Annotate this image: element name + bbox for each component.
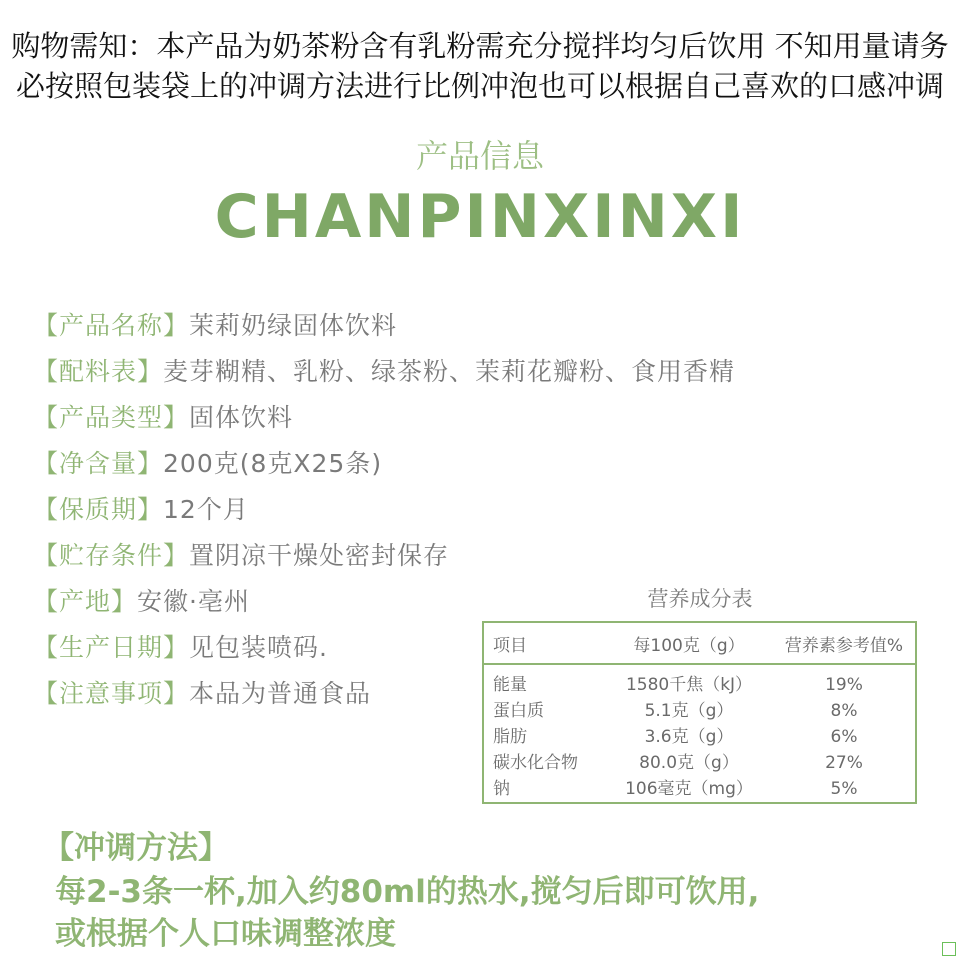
nutrient-name: 蛋白质 <box>493 701 544 721</box>
info-row-product-type <box>33 398 293 438</box>
info-value: 安徽·亳州 <box>137 587 250 616</box>
purchase-notice: 购物需知：本产品为奶茶粉含有乳粉需充分搅拌均匀后饮用 不知用量请务必按照包装袋上的冲调方法进行比例冲泡也可以根据自己喜欢的口感冲调 <box>11 29 949 103</box>
nutrient-nrv: 8% <box>830 701 858 721</box>
info-value: 茉莉奶绿固体饮料 <box>189 311 398 340</box>
nutrient-nrv: 6% <box>830 727 858 747</box>
nutrient-nrv: 19% <box>825 675 863 695</box>
info-value: 200克(8克X25条) <box>163 449 383 478</box>
header-per-100g: 每100克（g） <box>633 636 745 656</box>
info-row-origin <box>33 582 250 622</box>
nutrition-table-title: 营养成分表 <box>647 587 753 611</box>
nutrient-nrv: 27% <box>825 753 863 773</box>
nutrient-name: 碳水化合物 <box>493 753 578 773</box>
nutrient-name: 能量 <box>493 675 527 695</box>
info-row-notes <box>33 674 371 714</box>
info-row-net-content <box>33 444 382 484</box>
nutrient-amount: 106毫克（mg） <box>625 779 753 799</box>
nutrient-amount: 80.0克（g） <box>639 753 739 773</box>
nutrition-table <box>482 621 917 804</box>
info-key: 【生产日期】 <box>33 633 190 662</box>
table-row <box>484 776 915 802</box>
brew-method-line-1: 每2-3条一杯,加入约80ml的热水,搅匀后即可饮用, <box>55 874 760 910</box>
section-pinyin-heading: CHANPINXINXI <box>214 182 746 252</box>
brew-method-line-2: 或根据个人口味调整浓度 <box>55 916 396 952</box>
nutrient-name: 钠 <box>493 779 510 799</box>
info-value: 见包装喷码. <box>189 633 328 662</box>
nutrient-nrv: 5% <box>830 779 858 799</box>
info-row-product-name <box>33 306 397 346</box>
info-key: 【产品类型】 <box>33 403 190 432</box>
info-row-shelf-life <box>33 490 249 530</box>
info-value: 固体饮料 <box>189 403 294 432</box>
info-row-ingredients <box>33 352 735 392</box>
info-value: 12个月 <box>163 495 249 524</box>
table-row <box>484 672 915 698</box>
info-key: 【净含量】 <box>33 449 164 478</box>
info-value: 麦芽糊精、乳粉、绿茶粉、茉莉花瓣粉、食用香精 <box>163 357 736 386</box>
nutrient-amount: 3.6克（g） <box>644 727 734 747</box>
header-item: 项目 <box>493 636 527 656</box>
info-key: 【产品名称】 <box>33 311 190 340</box>
info-key: 【保质期】 <box>33 495 164 524</box>
info-value: 置阴凉干燥处密封保存 <box>189 541 450 570</box>
info-value: 本品为普通食品 <box>189 679 372 708</box>
info-key: 【贮存条件】 <box>33 541 190 570</box>
nutrition-table-header <box>484 623 915 665</box>
info-key: 【配料表】 <box>33 357 164 386</box>
corner-mark-icon <box>942 942 956 956</box>
table-row <box>484 698 915 724</box>
table-row <box>484 750 915 776</box>
info-row-storage <box>33 536 449 576</box>
section-subtitle: 产品信息 <box>415 137 544 175</box>
nutrient-amount: 1580千焦（kJ） <box>625 675 753 695</box>
info-key: 【产地】 <box>33 587 138 616</box>
brew-method-title: 【冲调方法】 <box>43 830 229 866</box>
info-row-production-date <box>33 628 328 668</box>
nutrient-amount: 5.1克（g） <box>644 701 734 721</box>
nutrient-name: 脂肪 <box>493 727 527 747</box>
table-row <box>484 724 915 750</box>
header-nrv: 营养素参考值% <box>784 636 904 656</box>
info-key: 【注意事项】 <box>33 679 190 708</box>
